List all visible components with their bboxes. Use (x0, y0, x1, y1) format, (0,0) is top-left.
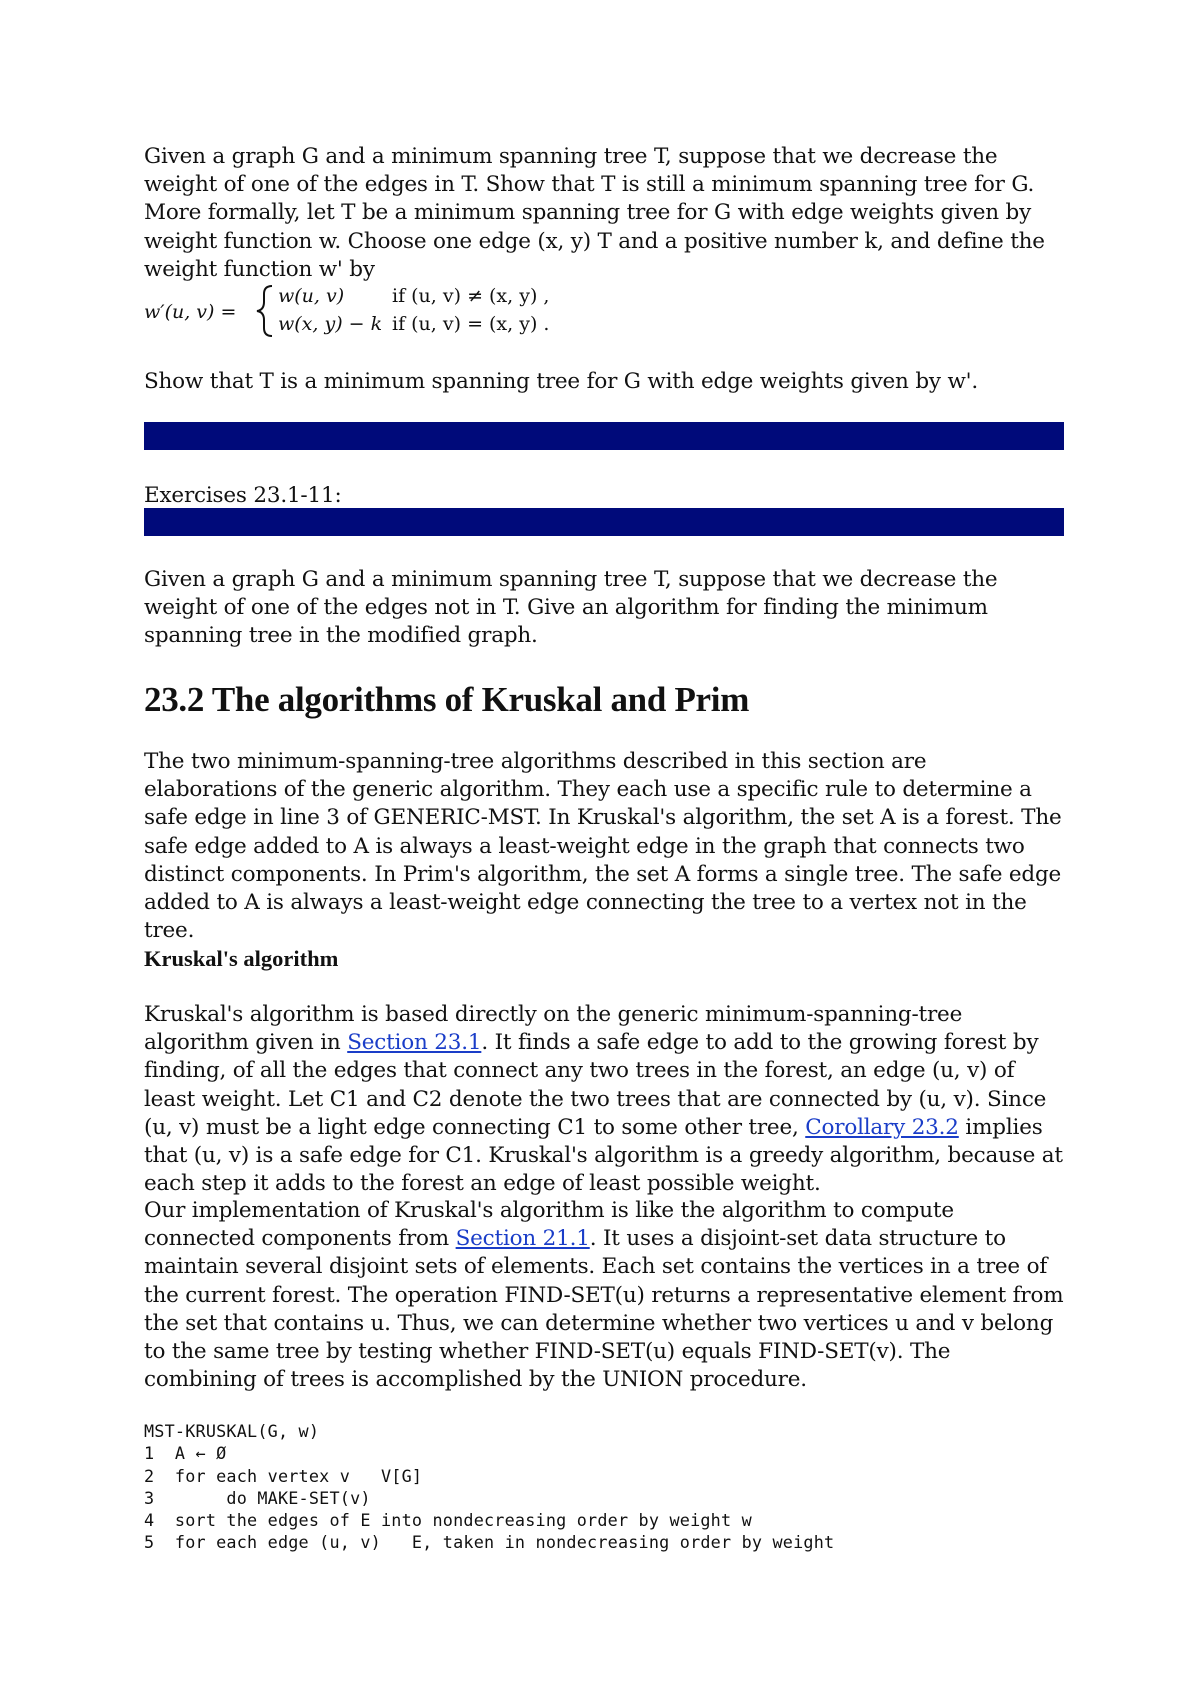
kruskal-subheading: Kruskal's algorithm (144, 946, 339, 971)
divider-bar-top (144, 422, 1064, 450)
section-heading: 23.2 The algorithms of Kruskal and Prim (144, 680, 750, 719)
exercise-paragraph: Given a graph G and a minimum spanning tree T, suppose that we decrease the weight of one of the edges not in T. Give an algorithm for finding the minimum spanning tree in the modified graph. (144, 567, 998, 649)
exercise-label: Exercises 23.1-11: (144, 483, 342, 508)
formula-case1-value: w(u, v) (278, 285, 345, 307)
brace-icon (257, 286, 272, 336)
corollary-23-2-link[interactable]: Corollary 23.2 (805, 1114, 959, 1140)
section-21-1-link[interactable]: Section 21.1 (455, 1226, 590, 1252)
formula-lhs: w′(u, v) = (144, 301, 237, 323)
code-line: MST-KRUSKAL(G, w) (144, 1421, 320, 1441)
weight-function-formula (144, 278, 564, 338)
section-intro-paragraph: The two minimum-spanning-tree algorithms described in this section are elaborations of the generic algorithm. They each use a specific rule to determine a safe edge in line 3 of GENERIC-MST. In Kruskal's algorithm, the set A is a forest. The safe edge added to A is always a least-weight edge in the graph that connects two distinct components. In Prim's algorithm, the set A forms a single tree. The safe edge added to A is always a least-weight edge connecting the tree to a vertex not in the tree. (144, 749, 1062, 944)
mst-kruskal-code (144, 1420, 1064, 1554)
formula-case2-value: w(x, y) − k (278, 313, 383, 335)
intro-paragraph: Given a graph G and a minimum spanning tree T, suppose that we decrease the weight of one of the edges in T. Show that T is still a minimum spanning tree for G. More formally, let T be a minimum spanning tree for G with edge weights given by weight function w. Choose one edge (x, y) T and a positive number k, and define the weight function w' by (144, 144, 1045, 282)
code-line: 3 do MAKE-SET(v) (144, 1487, 371, 1508)
kruskal-paragraph-2: Our implementation of Kruskal's algorithm is like the algorithm to compute connected components from Section 21.1. It uses a disjoint-set data structure to maintain several disjoint sets of elements. Each set contains the vertices in a tree of the current forest. The operation FIND-SET(u) returns a representative element from the set that contains u. Thus, we can determine whether two vertices u and v belong to the same tree by testing whether FIND-SET(u) equals FIND-SET(v). The combining of trees is accomplished by the UNION procedure. (144, 1198, 1064, 1393)
show-paragraph: Show that T is a minimum spanning tree for G with edge weights given by w'. (144, 369, 979, 394)
formula-case1-cond: if (u, v) ≠ (x, y) , (392, 285, 550, 307)
code-line: 1 A ← Ø (144, 1443, 227, 1464)
kruskal-paragraph-1: Kruskal's algorithm is based directly on the generic minimum-spanning-tree algorithm given in Section 23.1. It finds a safe edge to add to the growing forest by finding, of all the edges that connect any two trees in the forest, an edge (u, v) of least weight. Let C1 and C2 denote the two trees that are connected by (u, v). Since (u, v) must be a light edge connecting C1 to some other tree, Corollary 23.2 implies that (u, v) is a safe edge for C1. Kruskal's algorithm is a greedy algorithm, because at each step it adds to the forest an edge of least possible weight. (144, 1002, 1063, 1197)
code-line: 4 sort the edges of E into nondecreasing order by weight w (144, 1510, 752, 1531)
divider-bar-bottom (144, 508, 1064, 536)
section-23-1-link[interactable]: Section 23.1 (347, 1030, 482, 1056)
code-line: 5 for each edge (u, v) E, taken in nondecreasing order by weight (144, 1532, 835, 1553)
code-line: 2 for each vertex v V[G] (144, 1465, 423, 1486)
formula-case2-cond: if (u, v) = (x, y) . (392, 313, 550, 335)
